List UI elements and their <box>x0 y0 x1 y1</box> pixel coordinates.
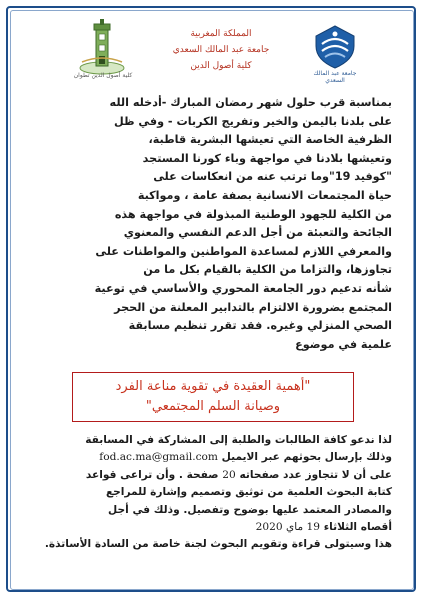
closing-line: هذا وسيتولى قراءة وتقويم البحوث لجنة خاصة من السادة الأساتذة. <box>44 538 392 551</box>
closing-line <box>34 519 392 536</box>
body-line: الجائحة والتعبئة من أجل الدعم النفسي والمعنوي <box>123 226 392 240</box>
closing-line: كتابة البحوث العلمية من توثيق وتصميم وإشارة للمراجع <box>105 486 392 499</box>
body-line: "كوفيد 19"وما ترتب عنه من انعكاسات على <box>153 170 392 184</box>
body-line: على بلدنا باليمن والخير وتفريج الكربات - وفي ظل <box>114 114 392 128</box>
letterhead <box>14 14 410 84</box>
submission-instructions <box>34 432 392 554</box>
closing-text: أقصاه الثلاثاء <box>323 521 392 534</box>
body-line: المجتمع بضرورة الالتزام بالتدابير المعلنة من الحجر <box>114 300 392 314</box>
body-line: والمعرفي اللازم لمساعدة المواطنين والمواطنات على <box>95 244 392 258</box>
university-logo <box>310 22 360 70</box>
body-line: وتعيشها بلادنا في مواجهة وباء كورنا المستجد <box>142 151 392 165</box>
announcement-body <box>32 94 392 354</box>
closing-line: لذا ندعو كافة الطالبات والطلبة إلى المشاركة في المسابقة <box>85 434 392 446</box>
topic-line-2: وصيانة السلم المجتمعي" <box>145 399 281 414</box>
deadline-date: 19 ماي 2020 <box>255 521 321 534</box>
faculty-logo-caption: كلية أصول الدين تطوان <box>73 72 133 79</box>
body-line: تجاوزها، والتزاما من الكلية بالقيام بكل ما من <box>143 263 392 277</box>
topic-line-1: "أهمية العقيدة في تقوية مناعة الفرد <box>115 379 311 394</box>
body-line: الظرفية الخاصة التي تعيشها البشرية قاطبة، <box>148 133 392 147</box>
closing-line <box>34 449 392 466</box>
closing-text: على أن لا تتجاوز عدد صفحاته <box>239 468 392 481</box>
competition-topic-box <box>72 372 354 422</box>
body-line: شأنه تدعيم دور الجامعة المحوري والأساسي في توعية <box>94 281 392 295</box>
closing-line <box>34 467 392 484</box>
institution-heading <box>156 26 286 74</box>
body-line: حياة المجتمعات الانسانية بصفة عامة ، ومواكبة <box>137 188 392 202</box>
institution-line-faculty: كلية أصول الدين <box>190 61 252 71</box>
university-logo-caption: جامعة عبد المالك السعدي <box>313 70 357 84</box>
closing-line: والمصادر المعتمد عليها بوضوح وتفصيل. وذلك في أجل <box>108 503 392 516</box>
body-line: علمية في موضوع <box>295 337 392 351</box>
faculty-logo <box>76 18 128 76</box>
closing-text: وذلك بإرسال بحوثهم عبر الايميل <box>221 451 392 464</box>
contact-email[interactable]: fod.ac.ma@gmail.com <box>99 451 218 464</box>
body-line: بمناسبة قرب حلول شهر رمضان المبارك -أدخله الله <box>109 96 392 109</box>
body-line: الصحي المنزلي وغيره. فقد تقرر تنظيم مسابقة <box>128 319 392 333</box>
institution-line-kingdom: المملكة المغربية <box>190 29 252 39</box>
closing-text: صفحة . وأن تراعى قواعد <box>85 468 219 481</box>
institution-line-university: جامعة عبد المالك السعدي <box>172 45 270 55</box>
page-limit: 20 <box>222 468 236 481</box>
body-line: من الكلية للجهود الوطنية المبذولة في مواجهة هذه <box>114 207 392 221</box>
